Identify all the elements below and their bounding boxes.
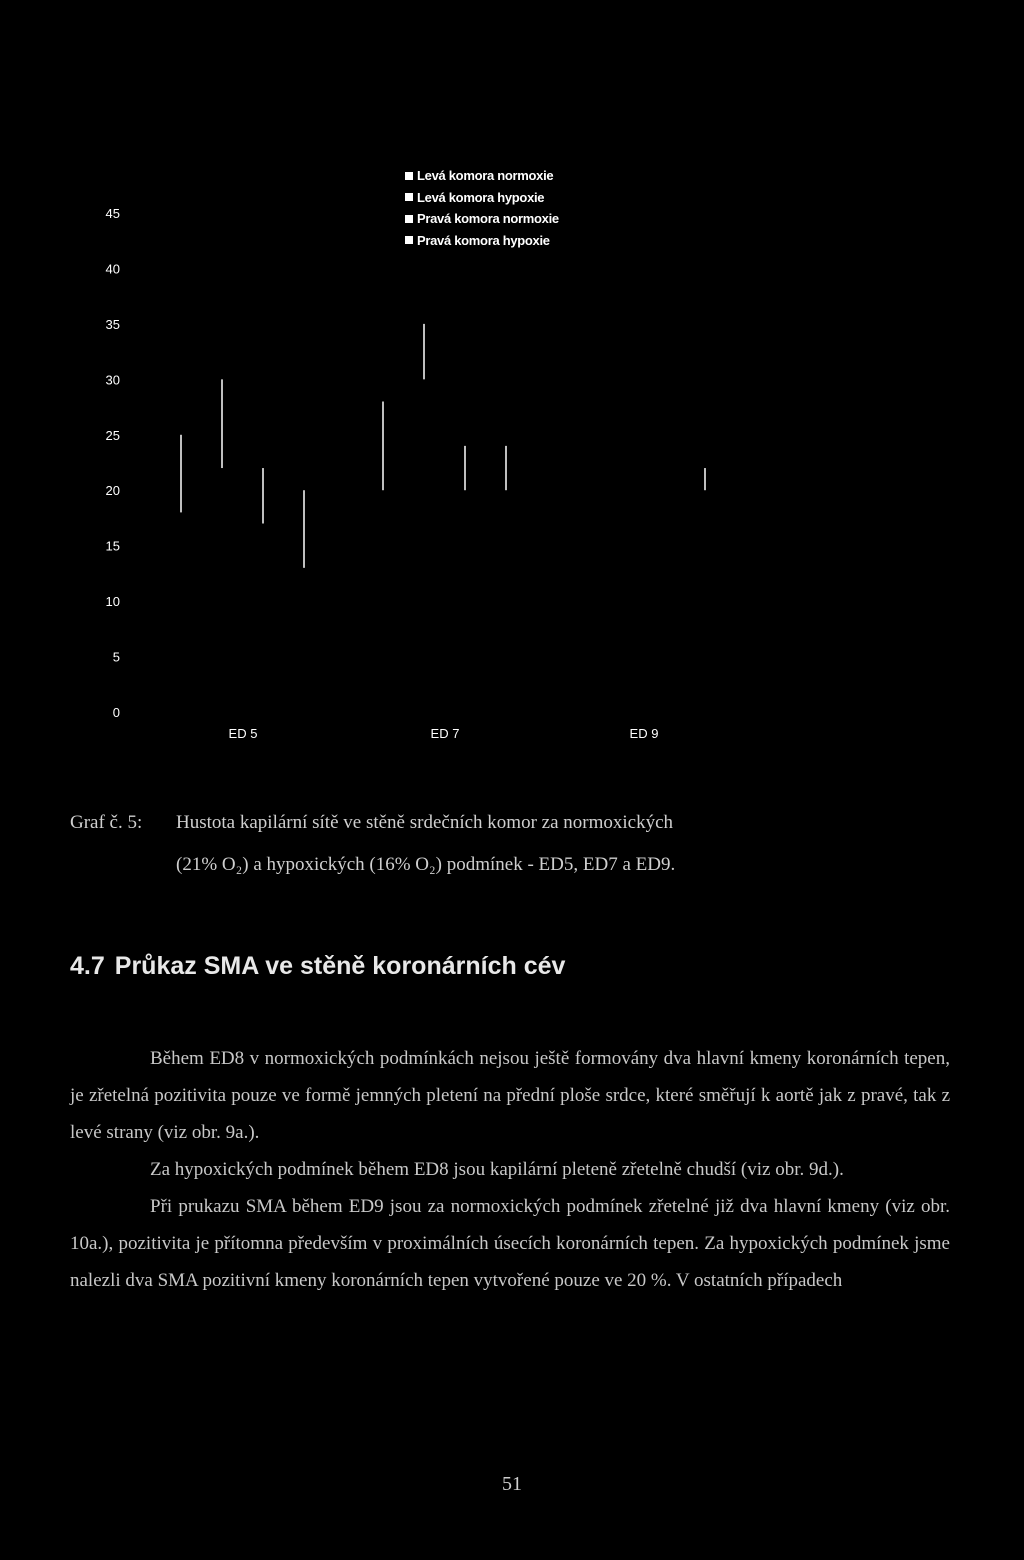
y-tick-label: 35 (105, 316, 120, 332)
legend-swatch (405, 193, 413, 201)
legend-item (405, 165, 559, 187)
paragraph: Při prukazu SMA během ED9 jsou za normoxických podmínek zřetelné již dva hlavní kmeny (viz obr. 10a.), pozitivita je přítomna především v proximálních úsecích koronárních tepen. Za hypoxických podmínek jsme nalezli dva SMA pozitivní kmeny koronárních tepen vytvořené pouze ve 20 %. V ostatních případech (70, 1196, 950, 1291)
x-axis-ticks (229, 726, 659, 741)
x-tick-label: ED 7 (430, 726, 460, 741)
legend-swatch (405, 236, 413, 244)
y-tick-label: 0 (112, 705, 120, 720)
y-tick-label: 10 (105, 594, 120, 610)
y-tick-label: 25 (105, 427, 120, 443)
x-tick-label: ED 9 (629, 726, 659, 741)
y-tick-label: 45 (105, 206, 120, 221)
body-text (70, 1040, 950, 1299)
bar-chart (0, 0, 1024, 760)
legend-swatch (405, 172, 413, 180)
paragraph: Za hypoxických podmínek během ED8 jsou kapilární pleteně zřetelně chudší (viz obr. 9d.). (150, 1159, 844, 1180)
section-title: Průkaz SMA ve stěně koronárních cév (114, 952, 566, 980)
y-tick-label: 30 (105, 372, 120, 388)
y-axis-ticks (106, 206, 120, 720)
legend-label: Levá komora normoxie (417, 168, 554, 184)
caption-line: (21% O₂) a hypoxických (16% O₂) podmínek - ED5, ED7 a ED9. (176, 854, 676, 875)
y-tick-label: 40 (105, 261, 120, 277)
legend-label: Pravá komora hypoxie (417, 232, 550, 248)
section-number: 4.7 (70, 952, 105, 980)
y-tick-label: 15 (105, 538, 120, 554)
caption-line: Hustota kapilární sítě ve stěně srdečních komor za normoxických (176, 812, 674, 833)
x-tick-label: ED 5 (228, 726, 258, 741)
page-number: 51 (502, 1473, 522, 1495)
legend-label: Pravá komora normoxie (417, 211, 559, 227)
legend-item (405, 187, 559, 209)
legend-swatch (405, 215, 413, 223)
section-heading (70, 952, 575, 981)
legend-label: Levá komora hypoxie (417, 189, 545, 205)
error-bars (181, 324, 705, 568)
caption-label: Graf č. 5: (70, 812, 143, 833)
legend-item (405, 208, 559, 230)
legend-item (405, 230, 559, 252)
y-tick-label: 20 (105, 483, 120, 499)
paragraph: Během ED8 v normoxických podmínkách nejsou ještě formovány dva hlavní kmeny koronárních tepen, je zřetelná pozitivita pouze ve formě jemných pletení na přední ploše srdce, které směřují k aortě jak z pravé, tak z levé strany (viz obr. 9a.). (70, 1048, 950, 1143)
y-tick-label: 5 (112, 649, 120, 665)
chart-legend (405, 165, 559, 251)
figure-caption (70, 812, 950, 876)
